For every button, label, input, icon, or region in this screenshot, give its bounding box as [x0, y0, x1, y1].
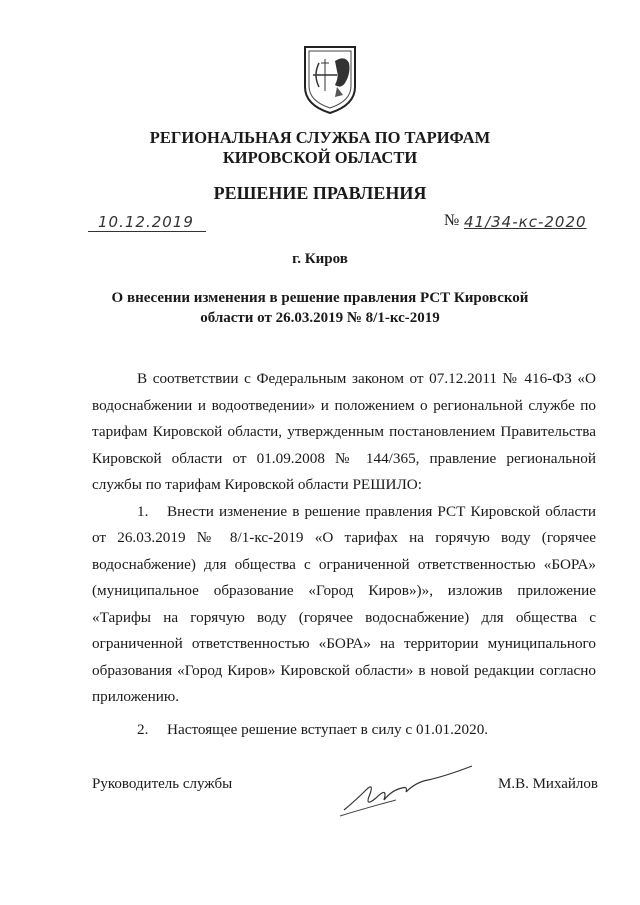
coat-of-arms-icon	[299, 43, 361, 115]
list-item	[92, 499, 596, 711]
subject-line1: О внесении изменения в решение правления РСТ Кировской	[111, 290, 529, 306]
number-label: №	[444, 212, 460, 229]
org-name-line2: КИРОВСКОЙ ОБЛАСТИ	[222, 148, 418, 167]
document-title: РЕШЕНИЕ ПРАВЛЕНИЯ	[213, 183, 427, 203]
list-item	[92, 717, 596, 744]
document-subject	[0, 288, 640, 328]
list-item-text: Внести изменение в решение правления РСТ Кировской области от 26.03.2019 № 8/1-кс-2019 «О тарифах на горячую воду (горячее водоснабжение) для общества с ограниченной ответственностью «БОРА» (муниципальное образование «Город Киров»)», изложив приложение «Тарифы на горячую воду (горячее водоснабжение) для общества с ограниченной ответственностью «БОРА» на территории муниципального образования «Город Киров» Кировской области» в новой редакции согласно приложению.	[92, 502, 596, 705]
list-item-number: 1.	[137, 502, 149, 520]
signatory-role: Руководитель службы	[92, 776, 233, 792]
city-name: г. Киров	[292, 251, 348, 267]
date-underline	[88, 231, 206, 232]
signatory-name: М.В. Михайлов	[497, 776, 598, 792]
document-number: 41/34-кс-2020	[464, 213, 587, 231]
handwritten-signature-icon	[336, 760, 476, 820]
document-date: 10.12.2019	[98, 213, 194, 231]
preamble-paragraph: В соответствии с Федеральным законом от 07.12.2011 № 416-ФЗ «О водоснабжении и водоотведении» и положением о региональной службе по тарифам Кировской области, утвержденным постановлением Правительства Кировской области от 01.09.2008 № 144/365, правление региональной службы по тарифам Кировской области РЕШИЛО:	[92, 370, 596, 493]
document-body	[92, 366, 596, 743]
subject-line2: области от 26.03.2019 № 8/1-кс-2019	[200, 310, 440, 326]
list-item-number: 2.	[137, 720, 149, 738]
org-name-line1: РЕГИОНАЛЬНАЯ СЛУЖБА ПО ТАРИФАМ	[149, 128, 491, 147]
list-item-text: Настоящее решение вступает в силу с 01.01.2020.	[167, 720, 489, 738]
